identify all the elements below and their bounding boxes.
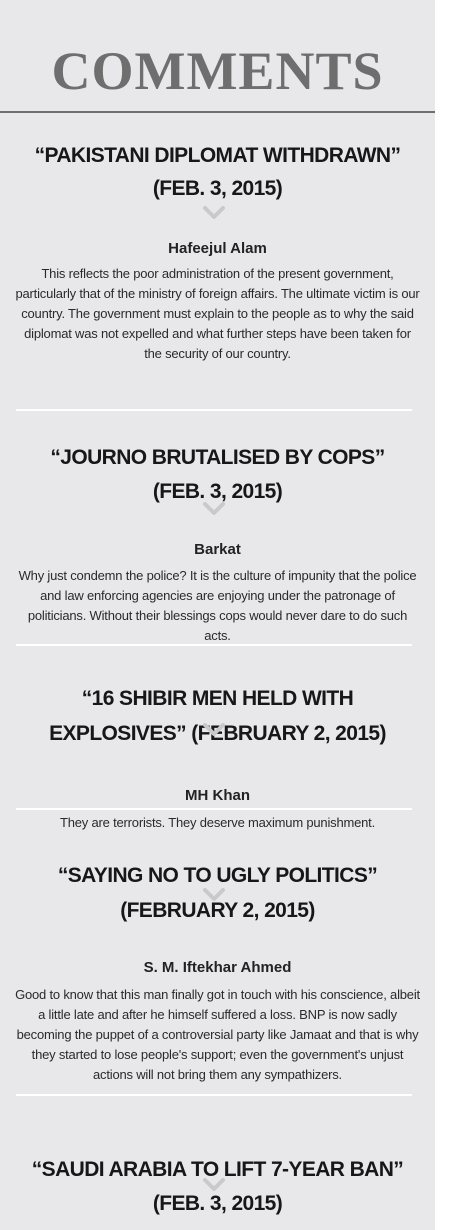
comment-author: Barkat xyxy=(194,541,241,558)
chevron-down-icon xyxy=(203,723,225,737)
comment-body: They are terrorists. They deserve maximum punishment. xyxy=(59,815,375,830)
right-margin xyxy=(435,0,449,1230)
comment-title-line2: (FEBRUARY 2, 2015) xyxy=(120,899,315,922)
comment-title-line2: (FEB. 3, 2015) xyxy=(152,480,283,503)
comment-body: Why just condemn the police? It is the culture of impunity that the police and law enforcing agencies are enjoying under the patronage of politicians. Without their blessings cops would never dare to do such acts. xyxy=(18,568,417,643)
chevron-down-icon xyxy=(203,888,225,902)
comment-title-line1: “PAKISTANI DIPLOMAT WITHDRAWN” xyxy=(34,144,401,167)
comment-body: Good to know that this man finally got in touch with his conscience, albeit a little late and after he himself suffered a loss. BNP is now sadly becoming the puppet of a controversial party like Jamaat and that is why they started to lose people's support; even the government's unjust actions will not bring them any sympathizers. xyxy=(15,987,420,1082)
comment-title-line2: (FEB. 3, 2015) xyxy=(152,177,283,200)
comment-title-line1: “JOURNO BRUTALISED BY COPS” xyxy=(50,446,385,469)
comment-author: MH Khan xyxy=(185,787,250,804)
chevron-down-icon xyxy=(203,1178,225,1192)
comment-divider xyxy=(16,1094,412,1096)
heading-rule xyxy=(0,111,435,113)
comment-author: Hafeejul Alam xyxy=(168,240,267,257)
section-heading: COMMENTS xyxy=(51,41,384,101)
comment-divider xyxy=(16,808,412,810)
comment-title-line1: “SAUDI ARABIA TO LIFT 7-YEAR BAN” xyxy=(31,1158,404,1181)
comment-title-line2: (FEB. 3, 2015) xyxy=(152,1192,283,1215)
comment-author: S. M. Iftekhar Ahmed xyxy=(143,959,292,976)
comment-body: This reflects the poor administration of the present government, particularly that of the ministry of foreign affairs. The ultimate victim is our country. The government must explain to the people as to why the said diplomat was not expelled and what further steps have been taken for the security of our country. xyxy=(15,266,420,361)
comment-title-line1: “16 SHIBIR MEN HELD WITH xyxy=(81,687,354,710)
comment-title-line2: EXPLOSIVES” (FEBRUARY 2, 2015) xyxy=(49,722,386,745)
comment-divider xyxy=(16,644,412,646)
comment-title-line1: “SAYING NO TO UGLY POLITICS” xyxy=(57,864,378,887)
comment-divider xyxy=(16,409,412,411)
chevron-down-icon xyxy=(203,502,225,516)
chevron-down-icon xyxy=(203,206,225,220)
